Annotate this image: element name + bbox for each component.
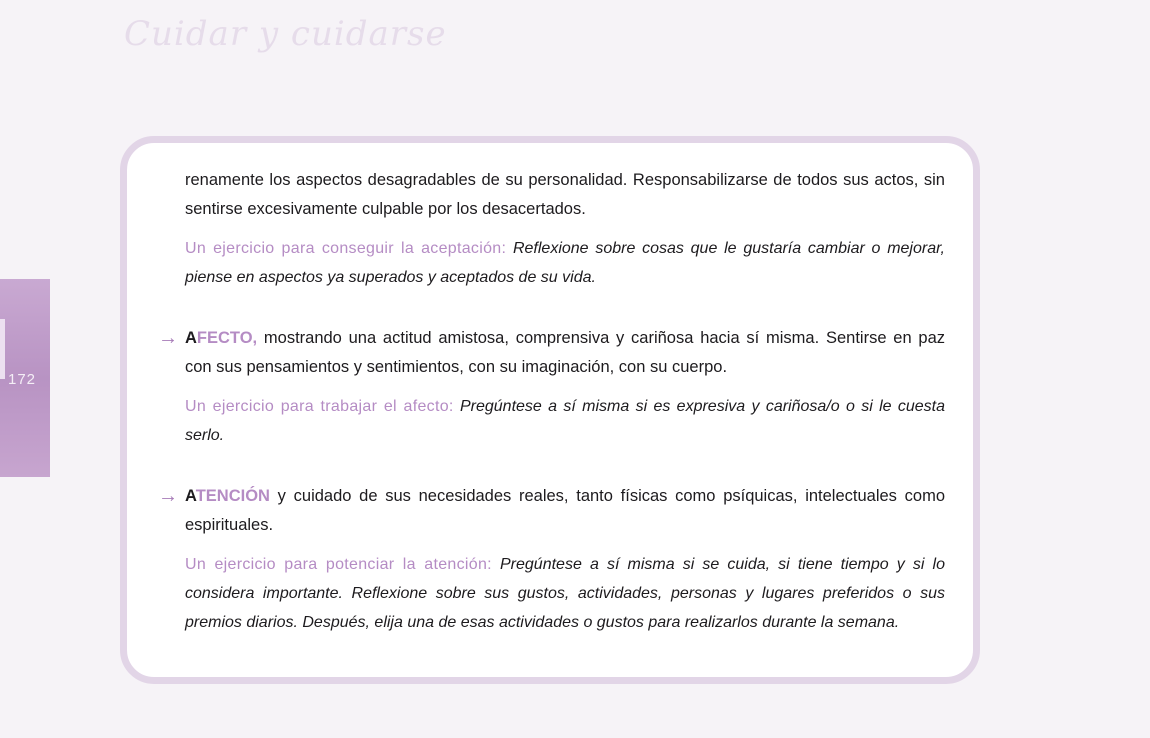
- exercise-affection: [185, 392, 945, 450]
- intro-paragraph: renamente los aspectos desagradables de su personalidad. Responsabilizarse de todos sus actos, sin sentirse excesivamente culpable por los desacertados.: [185, 171, 945, 218]
- page-number: 172: [8, 371, 37, 388]
- term-rest: FECTO,: [196, 329, 258, 347]
- exercise-lead: Un ejercicio para potenciar la atención:: [185, 556, 492, 573]
- exercise-acceptance: [185, 234, 945, 292]
- item-paragraph: [185, 482, 945, 540]
- list-item-affection: [158, 324, 945, 450]
- arrow-icon: →: [158, 485, 178, 507]
- exercise-lead: Un ejercicio para trabajar el afecto:: [185, 398, 454, 415]
- exercise-body: Reflexione sobre cosas que le gustaría cambiar o mejorar, piense en aspectos ya superados y aceptados de su vida.: [185, 240, 946, 286]
- exercise-body: Pregúntese a sí misma si se cuida, si tiene tiempo y si lo considera importante. Reflexione sobre sus gustos, actividades, personas y lugares preferidos o sus premios diarios. Después, elija una de esas actividades o gustos para realizarlos durante la semana.: [185, 556, 945, 631]
- term-initial: A: [185, 487, 196, 505]
- content-body: [158, 166, 946, 637]
- side-tab-mark: [0, 319, 5, 379]
- exercise-body: Pregúntese a sí misma si es expresiva y cariñosa/o o si le cuesta serlo.: [185, 398, 945, 444]
- term-initial: A: [185, 329, 197, 347]
- exercise-lead: Un ejercicio para conseguir la aceptación:: [185, 240, 507, 257]
- arrow-icon: →: [158, 327, 178, 349]
- list-item-attention: [158, 482, 945, 637]
- running-head-title: Cuidar y cuidarse: [124, 14, 447, 54]
- term-rest: TENCIÓN: [195, 487, 270, 505]
- side-tab: [0, 279, 50, 477]
- exercise-attention: [185, 550, 945, 637]
- item-text: mostrando una actitud amistosa, comprensiva y cariñosa hacia sí misma. Sentirse en paz con sus pensamientos y sentimientos, con su imaginación, con su cuerpo.: [185, 329, 945, 376]
- item-paragraph: [185, 324, 945, 382]
- item-text: y cuidado de sus necesidades reales, tanto físicas como psíquicas, intelectuales como espirituales.: [185, 487, 945, 534]
